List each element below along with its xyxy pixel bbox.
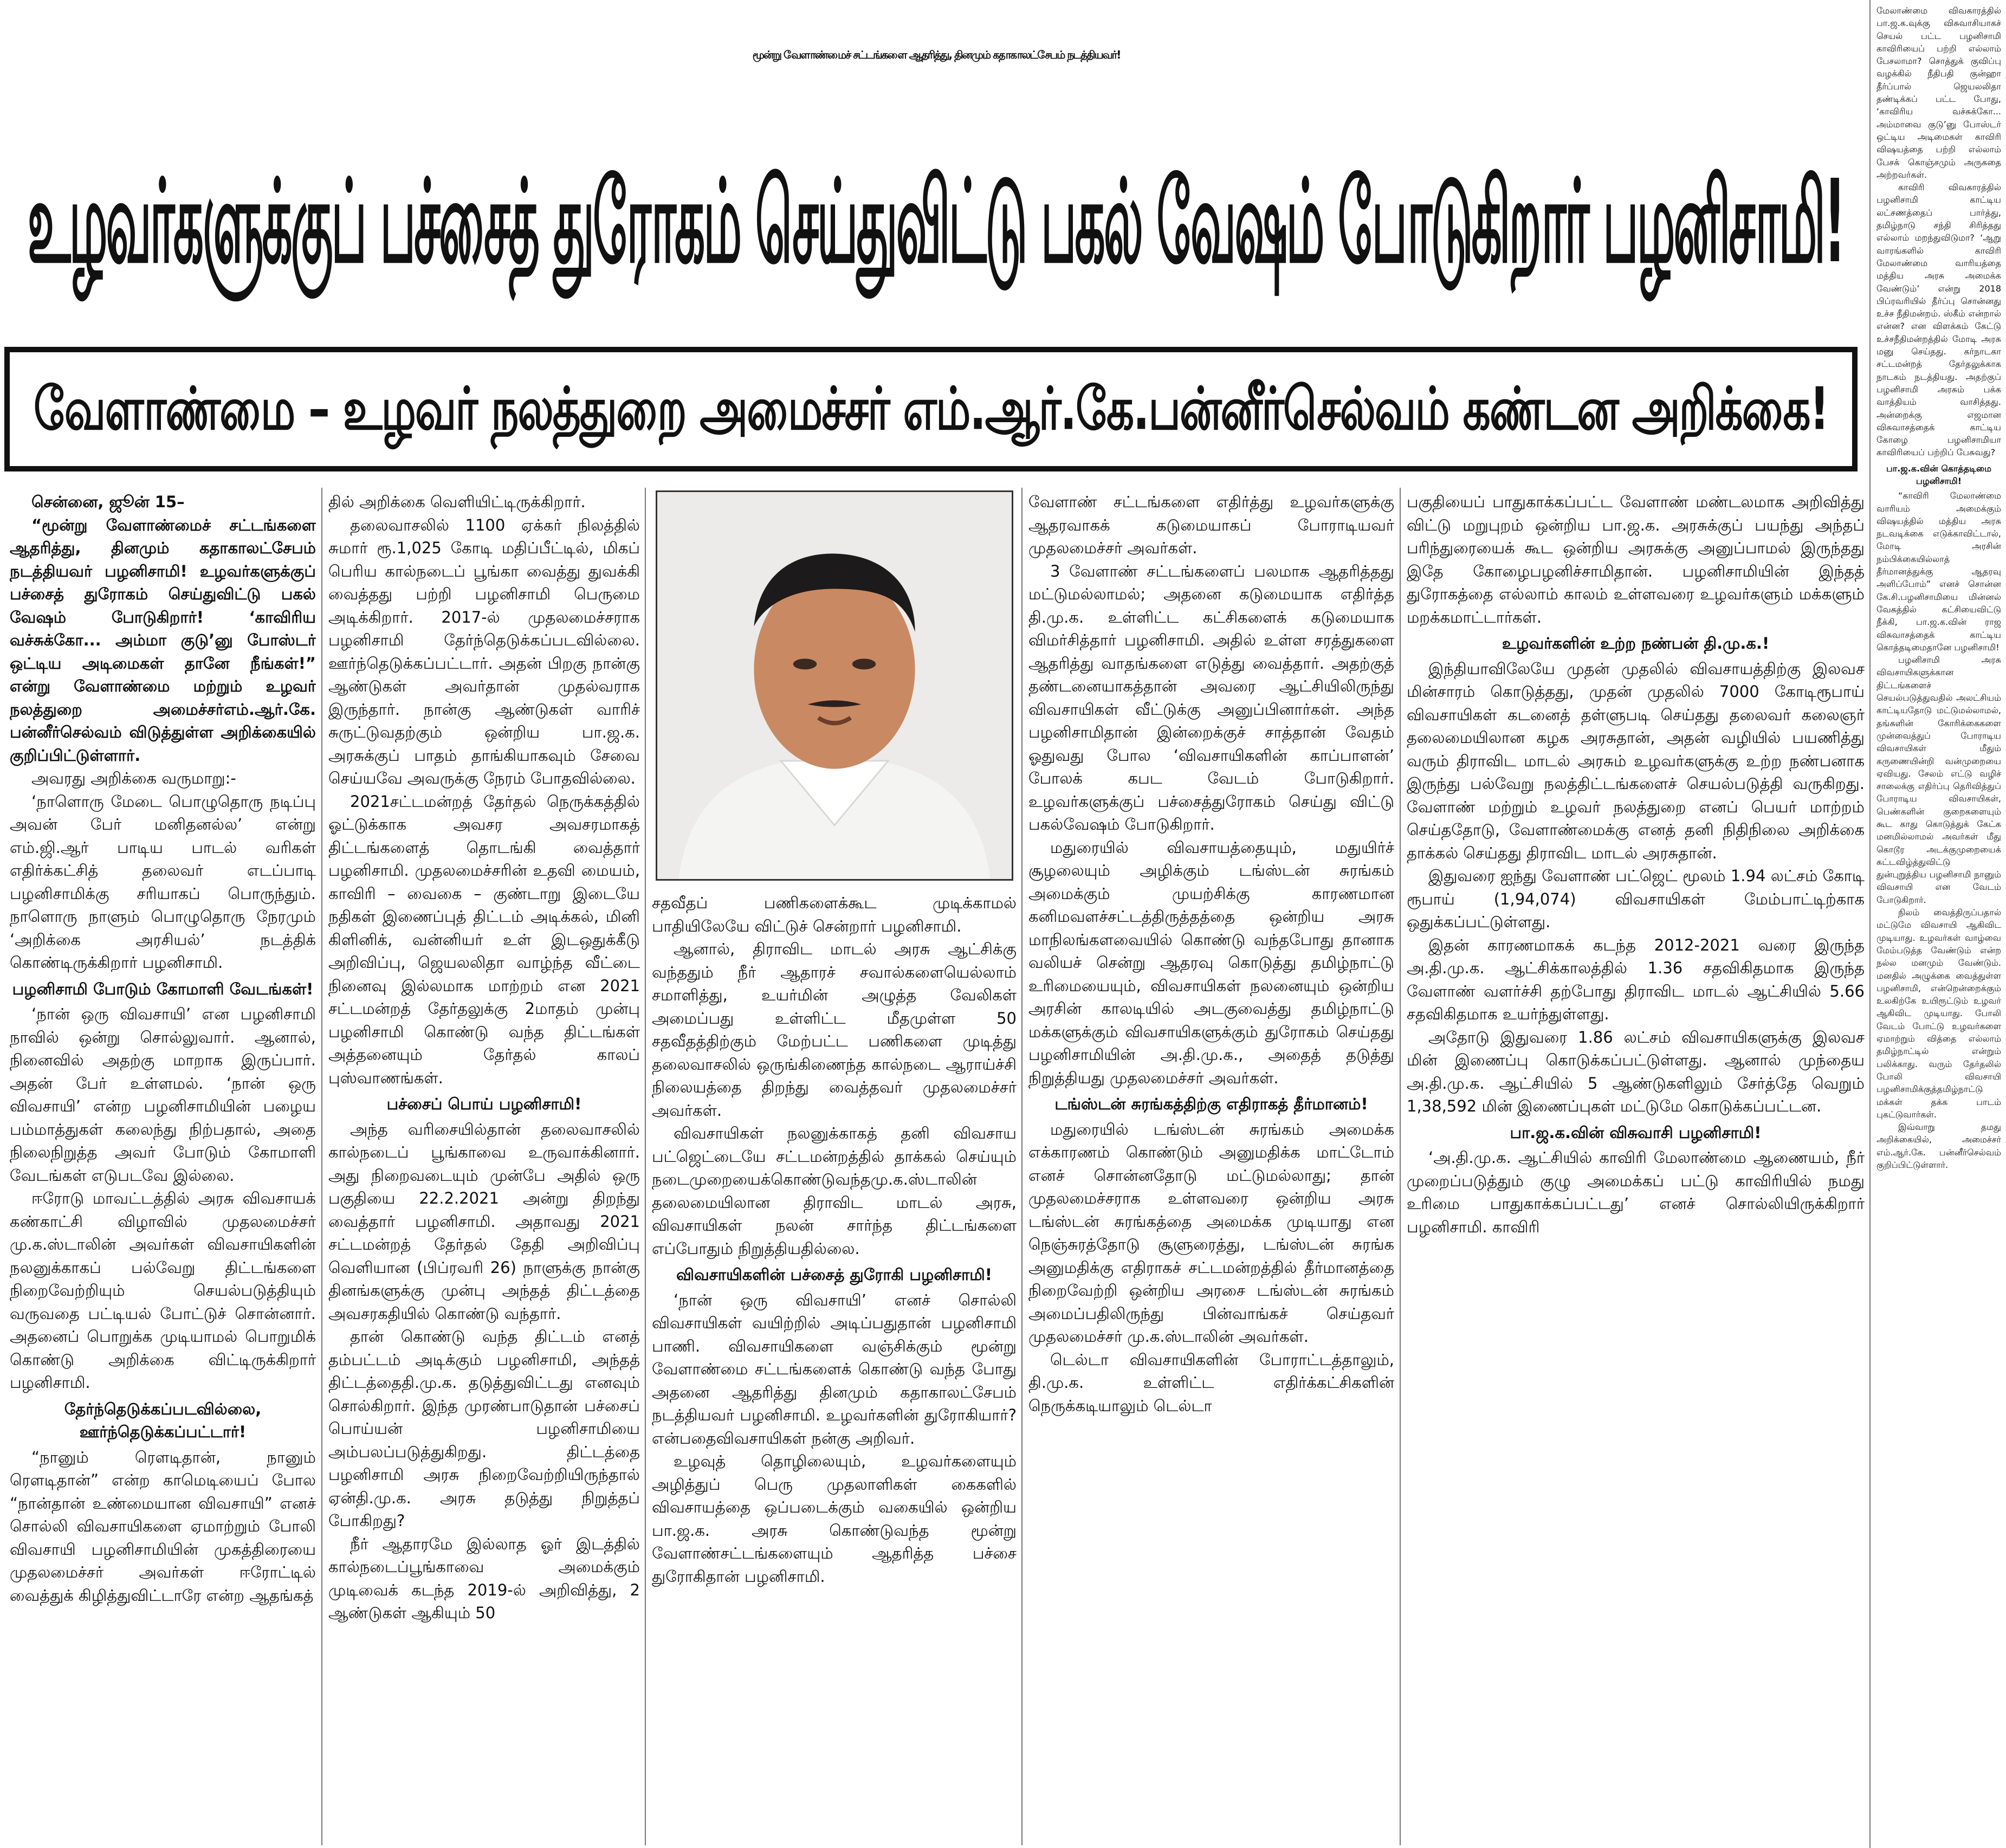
- subheading: விவசாயிகளின் பச்சைத் துரோகி பழனிசாமி!: [676, 1265, 992, 1284]
- article-column-4: [1028, 490, 1394, 1845]
- subheading: பழனிசாமி போடும் கோமாளி வேடங்கள்!: [12, 979, 314, 998]
- paragraph: இதுவரை ஐந்து வேளாண் பட்ஜெட் மூலம் 1.94 லட்சம் கோடி ரூபாய் (1,94,074) விவசாயிகள் மேம்பாட்டிற்காக ஒதுக்கப்பட்டுள்ளது.: [1407, 867, 1865, 931]
- portrait-illustration: [657, 492, 1012, 879]
- paragraph: மேலாண்மை விவகாரத்தில் பா.ஜ.க.வுக்கு விசுவாசியாகச் செயல் பட்ட பழனிசாமி காவிரியைப் பற்றி எல்லாம் பேசலாமா? சொத்துக் குவிப்பு வழக்கில் நீதிபதி குன்ஹா தீர்ப்பால் ஜெயலலிதா தண்டிக்கப் பட்ட போது, ‘காவிரிய வச்சுக்கோ... அம்மாவை குடு’னு போஸ்டர் ஒட்டிய அடிமைகள் காவிரி விஷயத்தை பற்றி எல்லாம் பேசக் கொஞ்சமும் அருகதை அற்றவர்கள்.: [1876, 5, 2001, 180]
- paragraph: 2021சட்டமன்றத் தேர்தல் நெருக்கத்தில் ஓட்டுக்காக அவசர அவசரமாகத் திட்டங்களைத் தொடங்கி வைத்தார் பழனிசாமி. முதலமைச்சரின் உதவி மையம், காவிரி – வைகை – குண்டாறு இடையே நதிகள் இணைப்புத் திட்டம் அடிக்கல், மினி கிளினிக், வன்னியர் உள் இடஒதுக்கீடு அறிவிப்பு, ஜெயலலிதா வாழ்ந்த வீட்டை நினைவு இல்லமாக மாற்றம் என 2021 சட்டமன்றத் தேர்தலுக்கு 2மாதம் முன்பு பழனிசாமி கொண்டு வந்த திட்டங்கள் அத்தனையும் தேர்தல் காலப் புஸ்வாணங்கள்.: [328, 792, 640, 1087]
- paragraph: ‘நான் ஒரு விவசாயி’ எனச் சொல்லி விவசாயிகள் வயிற்றில் அடிப்பதுதான் பழனிசாமி பாணி. விவசாயிகளை வஞ்சிக்கும் மூன்று வேளாண்மை சட்டங்களைக் கொண்டு வந்த போது அதனை ஆதரித்து தினமும் கதாகாலட்சேபம் நடத்தியவர் பழனிசாமி. உழவர்களின் துரோகியார்? என்பதைவிவசாயிகள் நன்கு அறிவர்.: [652, 1290, 1017, 1448]
- headline-main: [7, 114, 1865, 331]
- paragraph: ‘நான் ஒரு விவசாயி’ என பழனிசாமி நாவில் ஒன்று சொல்லுவார். ஆனால், நினைவில் அதற்கு மாறாக இருப்பார். அதன் பேர் உள்ளமல். ‘நான் ஒரு விவசாயி’ என்ற பழனிசாமியின் பழைய பம்மாத்துகள் கலைந்து நிற்பதால், அதை நிலைநிறுத்த அவர் போடும் கோமாளி வேடங்கள் எடுபடவே இல்லை.: [10, 1005, 316, 1185]
- paragraph: ‘அ.தி.மு.க. ஆட்சியில் காவிரி மேலாண்மை ஆணையம், நீர் முறைப்படுத்தும் குழு அமைக்கப் பட்டு காவிரியில் நமது உரிமை பாதுகாக்கப்பட்டது’ எனச் சொல்லியிருக்கிறார் பழனிசாமி. காவிரி: [1407, 1148, 1865, 1236]
- paragraph: ‘நாளொரு மேடை பொழுதொரு நடிப்பு அவன் பேர் மனிதனல்ல’ என்று எம்.ஜி.ஆர் பாடிய பாடல் வரிகள் எதிர்க்கட்சித் தலைவர் எடப்பாடி பழனிசாமிக்கு சரியாகப் பொருந்தும். நாளொரு நாளும் பொழுதொரு நேரமும் ‘அறிக்கை அரசியல்’ நடத்திக் கொண்டிருக்கிறார் பழனிசாமி.: [10, 792, 316, 972]
- dateline: சென்னை, ஜூன் 15–: [31, 493, 185, 511]
- paragraph: அதோடு இதுவரை 1.86 லட்சம் விவசாயிகளுக்கு இலவச மின் இணைப்பு கொடுக்கப்பட்டுள்ளது. ஆனால் முந்தைய அ.தி.மு.க. ஆட்சியில் 5 ஆண்டுகளிலும் சேர்த்தே வெறும் 1,38,592 மின் இணைப்புகள் மட்டுமே கொடுக்கப்பட்டன.: [1407, 1028, 1865, 1115]
- paragraph: இந்தியாவிலேயே முதன் முதலில் விவசாயத்திற்கு இலவச மின்சாரம் கொடுத்தது, முதன் முதலில் 7000 கோடிரூபாய் விவசாயிகள் கடனைத் தள்ளுபடி செய்தது தலைவர் கலைஞர் தலைமையிலான கழக அரசுதான், அதன் வழியில் பயணித்து வரும் திராவிட மாடல் அரசும் உழவர்களுக்கு உற்ற நண்பனாக இருந்து பல்வேறு நலத்திட்டங்களைச் செயல்படுத்தி வருகிறது. வேளாண் மற்றும் உழவர் நலத்துறை எனப் பெயர் மாற்றம் செய்ததோடு, வேளாண்மைக்கு எனத் தனி நிதிநிலை அறிக்கை தாக்கல் செய்தது திராவிட மாடல் அரசுதான்.: [1407, 659, 1865, 862]
- subheading: பா.ஜ.க.வின் விசுவாசி பழனிசாமி!: [1510, 1123, 1762, 1142]
- paragraph: பகுதியைப் பாதுகாக்கப்பட்ட வேளாண் மண்டலமாக அறிவித்து விட்டு மறுபுறம் ஒன்றிய பா.ஜ.க. அரசுக்குப் பயந்து அந்தப் பரிந்துரையைக் கூட ஒன்றிய அரசுக்கு அனுப்பாமல் இருந்தது இதே கோழைபழனிச்சாமிதான். பழனிசாமியின் இந்தத் துரோகத்தை எல்லாம் காலம் உள்ளவரை உழவர்களும் மக்களும் மறக்கமாட்டார்கள்.: [1407, 493, 1865, 626]
- column-rule: [645, 488, 646, 1845]
- paragraph: காவிரி விவகாரத்தில் பழனிசாமி காட்டிய லட்சணத்தைப் பார்த்து, தமிழ்நாடு சந்தி சிரித்தது எல்லாம் மறந்துவிடுமா? ‘ஆறு வாரங்களில் காவிரி மேலாண்மை வாரியத்தை மத்திய அரசு அமைக்க வேண்டும்’ என்று 2018 பிப்ரவரியில் தீர்ப்பு சொன்னது உச்ச நீதிமன்றம். ஸ்கீம் என்றால் என்ன? என விளக்கம் கேட்டு உச்சநீதிமன்றத்தில் மோடி அரசு மனு செய்தது. கர்நாடகா சட்டமன்றத் தேர்தலுக்காக நாடகம் நடத்தியது. அதற்குப் பழனிசாமி அரசும் பக்க வாத்தியம் வாசித்தது. அன்றைக்கு எஜமான விசுவாசத்தைக் காட்டிய கோழை பழனிசாமியா காவிரியைப் பற்றிப் பேசுவது?: [1876, 182, 2001, 458]
- paragraph: வேளாண் சட்டங்களை எதிர்த்து உழவர்களுக்கு ஆதரவாகக் கடுமையாகப் போராடியவர் முதலமைச்சர் அவர்கள்.: [1028, 493, 1394, 557]
- article-column-3: [652, 891, 1017, 1845]
- paragraph: நீர் ஆதாரமே இல்லாத ஓர் இடத்தில் கால்நடைப்பூங்காவை அமைக்கும் முடிவைக் கடந்த 2019-ல் அறிவித்து, 2 ஆண்டுகள் ஆகியும் 50: [328, 1534, 640, 1622]
- headline-top: மூன்று வேளாண்மைச் சட்டங்களை ஆதரித்து, தினமும் கதாகாலட்சேபம் நடத்தியவர்!: [752, 48, 1121, 61]
- paragraph: இதன் காரணமாகக் கடந்த 2012-2021 வரை இருந்த அ.தி.மு.க. ஆட்சிக்காலத்தில் 1.36 சதவிகிதமாக இருந்த வேளாண் வளர்ச்சி தற்போது திராவிட மாடல் ஆட்சியில் 5.66 சதவிகிதமாக உயர்ந்துள்ளது.: [1407, 935, 1865, 1023]
- paragraph: நிலம் வைத்திருப்பதால் மட்டுமே விவசாயி ஆகிவிட முடியாது. உழவர்கள் வாழ்வை மேம்படுத்த வேண்டும் என்ற நல்ல மனமும் வேண்டும். மனதில் அழுக்கை வைத்துள்ள பழனிசாமி, என்றென்றைக்கும் உலகிற்கே உயிரூட்டும் உழவர் ஆகிவிட முடியாது. போலி வேடம் போட்டு உழவர்களை ஏமாற்றும் வித்தை எல்லாம் தமிழ்நாட்டில் என்றும் பலிக்காது. வரும் தேர்தலில் போலி விவசாயி பழனிசாமிக்குத்தமிழ்நாட்டு மக்கள் தக்க பாடம் புகட்டுவார்கள்.: [1876, 907, 2001, 1120]
- intro-paragraph: “மூன்று வேளாண்மைச் சட்டங்களை ஆதரித்து, தினமும் கதாகாலட்சேபம் நடத்தியவர் பழனிசாமி! உழவர்களுக்குப் பச்சைத் துரோகம் செய்துவிட்டு பகல் வேஷம் போடுகிறார்! ‘காவிரிய வச்சுக்கோ... அம்மா குடு’னு போஸ்டர் ஒட்டிய அடிமைகள் தானே நீங்கள்!” என்று வேளாண்மை மற்றும் உழவர் நலத்துறை அமைச்சர்எம்.ஆர்.கே. பன்னீர்செல்வம் விடுத்துள்ள அறிக்கையில் குறிப்பிட்டுள்ளார்.: [10, 515, 316, 765]
- paragraph: மதுரையில் விவசாயத்தையும், மதுயிர்ச் சூழலையும் அழிக்கும் டங்ஸ்டன் சுரங்கம் அமைக்கும் முயற்சிக்கு காரணமான கனிமவளச்சட்டத்திருத்தத்தை ஒன்றிய அரசு மாநிலங்களவையில் கொண்டு வந்தபோது தானாக வலியச் சென்று ஆதரவு கொடுத்து தமிழ்நாட்டு உரிமையையும், விவசாயிகள் நலனையும் ஒன்றிய அரசின் காலடியில் அடகுவைத்து தமிழ்நாட்டு மக்களுக்கும் விவசாயிகளுக்கும் துரோகம் செய்தது பழனிசாமியின் அ.தி.மு.க., அதைத் தடுத்து நிறுத்தியது முதலமைச்சர் அவர்கள்.: [1028, 838, 1394, 1087]
- paragraph: அவரது அறிக்கை வருமாறு:-: [31, 769, 236, 787]
- article-column-2: [328, 490, 640, 1845]
- column-rule: [321, 488, 322, 1845]
- subheading: தேர்ந்தெடுக்கப்படவில்லை, ஊர்ந்தெடுக்கப்பட்டார்!: [64, 1399, 262, 1441]
- paragraph: “காவிரி மேலாண்மை வாரியம் அமைக்கும் விஷயத்தில் மத்திய அரசு நடவடிக்கை எடுக்காவிட்டால், மோடி அரசின் நம்பிக்கையில்லாத் தீர்மானத்துக்கு ஆதரவு அளிப்போம்” எனச் சொன்ன கே.சி.பழனிசாமியை மின்னல் வேகத்தில் கட்சியைவிட்டு நீக்கி, பா.ஜ.க.வின் ராஜ விசுவாசத்தைக் காட்டிய கொத்தடிமைதானே பழனிசாமி!: [1876, 490, 2001, 652]
- subheading: பச்சைப் பொய் பழனிசாமி!: [386, 1095, 582, 1113]
- article-column-1: [10, 490, 316, 1845]
- paragraph: சதவீதப் பணிகளைக்கூட முடிக்காமல் பாதியிலேயே விட்டுச் சென்றார் பழனிசாமி.: [652, 894, 1017, 935]
- paragraph: உழவுத் தொழிலையும், உழவர்களையும் அழித்துப் பெரு முதலாளிகள் கைகளில் விவசாயத்தை ஒப்படைக்கும் வகையில் ஒன்றிய பா.ஜ.க. அரசு கொண்டுவந்த மூன்று வேளாண்சட்டங்களையும் ஆதரித்த பச்சை துரோகிதான் பழனிசாமி.: [652, 1452, 1017, 1586]
- subheading: உழவர்களின் உற்ற நண்பன் தி.மு.க.!: [1502, 634, 1770, 652]
- paragraph: மதுரையில் டங்ஸ்டன் சுரங்கம் அமைக்க எக்காரணம் கொண்டும் அனுமதிக்க மாட்டோம் எனச் சொன்னதோடு மட்டுமல்லாது; தான் முதலமைச்சராக உள்ளவரை ஒன்றிய அரசு டங்ஸ்டன் சுரங்கத்தை அமைக்க முடியாது என நெஞ்சுரத்தோடு சூளுரைத்து, டங்ஸ்டன் சுரங்க அனுமதிக்கு எதிராகச் சட்டமன்றத்தில் தீர்மானத்தை நிறைவேற்றி ஒன்றிய அரசை டங்ஸ்டன் சுரங்கம் அமைப்பதிலிருந்து பின்வாங்கச் செய்தவர் முதலமைச்சர் மு.க.ஸ்டாலின் அவர்கள்.: [1028, 1120, 1394, 1346]
- paragraph: 3 வேளாண் சட்டங்களைப் பலமாக ஆதரித்தது மட்டுமல்லாமல்; அதனை கடுமையாக எதிர்த்த தி.மு.க. உள்ளிட்ட கட்சிகளைக் கடுமையாக விமர்சித்தார் பழனிசாமி. அதில் உள்ள சரத்துகளை ஆதரித்து வாதங்களை எடுத்து வைத்தார். அதற்குத் தண்டனையாகத்தான் அவரை ஆட்சியிலிருந்து விவசாயிகள் வீட்டுக்கு அனுப்பினார்கள். அந்த பழனிசாமிதான் இன்றைக்குச் சாத்தான் வேதம் ஓதுவது போல ‘விவசாயிகளின் காப்பாளன்’ போலக் கபட வேடம் போடுகிறார். உழவர்களுக்குப் பச்சைத்துரோகம் செய்து விட்டு பகல்வேஷம் போடுகிறார்.: [1028, 561, 1394, 833]
- paragraph: அந்த வரிசையில்தான் தலைவாசலில் கால்நடைப் பூங்காவை உருவாக்கினார். அது நிறைவடையும் முன்பே அதில் ஒரு பகுதியை 22.2.2021 அன்று திறந்து வைத்தார் பழனிசாமி. அதாவது 2021 சட்டமன்றத் தேர்தல் தேதி அறிவிப்பு வெளியான (பிப்ரவரி 26) நாளுக்கு நான்கு தினங்களுக்கு முன்பு அந்தத் திட்டத்தை அவசரகதியில் கொண்டு வந்தார்.: [328, 1120, 640, 1323]
- article-column-6: [1876, 4, 2001, 1844]
- column-rule: [1400, 488, 1401, 1845]
- headline-box-text: வேளாண்மை – உழவர் நலத்துறை அமைச்சர் எம்.ஆர்.கே.பன்னீர்செல்வம் கண்டன அறிக்கை!: [33, 374, 1829, 443]
- paragraph: தான் கொண்டு வந்த திட்டம் எனத் தம்பட்டம் அடிக்கும் பழனிசாமி, அந்தத் திட்டத்தைதி.மு.க. தடுத்துவிட்டது எனவும் சொல்கிறார். இந்த முரண்பாடுதான் பச்சைப் பொய்யன் பழனிசாமியை அம்பலப்படுத்துகிறது. திட்டத்தை பழனிசாமி அரசு நிறைவேற்றியிருந்தால் ஏன்தி.மு.க. அரசு தடுத்து நிறுத்தப் போகிறது?: [328, 1327, 640, 1530]
- paragraph: ஈரோடு மாவட்டத்தில் அரசு விவசாயக் கண்காட்சி விழாவில் முதலமைச்சர் மு.க.ஸ்டாலின் அவர்கள் விவசாயிகளின் நலனுக்காகப் பல்வேறு திட்டங்களை நிறைவேற்றியும் செயல்படுத்தியும் வருவதை பட்டியல் போட்டுச் சொன்னார். அதனைப் பொறுக்க முடியாமல் பொறுமிக் கொண்டு அறிக்கை விட்டிருக்கிறார் பழனிசாமி.: [10, 1189, 316, 1392]
- article-column-5: [1407, 490, 1865, 1845]
- paragraph: பழனிசாமி அரசு விவசாயிகளுக்கான திட்டங்களைச் செயல்படுத்துவதில் அலட்சியம் காட்டியதோடு மட்டுமல்லாமல், தங்களின் கோரிக்கைகளை முன்வைத்துப் போராடிய விவசாயிகள் மீதும் கருணையின்றி வன்முறையை ஏவியது. சேலம் எட்டு வழிச் சாலைக்கு எதிர்ப்பு தெரிவித்துப் போராடிய விவசாயிகள், பெண்களின் குறைகளையும் கூட காது கொடுத்துக் கேட்க மனமில்லாமல் அவர்கள் மீது கொடூர அடக்குமுறையைக் கட்டவிழ்த்துவிட்டு துன்புறுத்திய பழனிசாமி நானும் விவசாயி என வேடம் போடுகிறார்.: [1876, 655, 2001, 905]
- paragraph: “நானும் ரௌடிதான், நானும் ரௌடிதான்” என்ற காமெடியைப் போல “நான்தான் உண்மையான விவசாயி” எனச் சொல்லி விவசாயிகளை ஏமாற்றும் போலி விவசாயி பழனிசாமியின் முகத்திரையை முதலமைச்சர் அவர்கள் ஈரோட்டில் வைத்துக் கிழித்துவிட்டாரே என்ற ஆதங்கத்: [10, 1448, 316, 1605]
- column-rule-right: [1869, 0, 1871, 1848]
- headline-box: [4, 347, 1858, 471]
- subheading: பா.ஜ.க.வின் கொத்தடிமை பழனிசாமி!: [1886, 463, 1991, 486]
- subheading: டங்ஸ்டன் சுரங்கத்திற்கு எதிராகத் தீர்மானம்!: [1054, 1095, 1368, 1113]
- column-rule: [1021, 488, 1023, 1845]
- paragraph: இவ்வாறு தமது அறிக்கையில், அமைச்சர் எம்.ஆர்.கே. பன்னீர்செல்வம் குறிப்பிட்டுள்ளார்.: [1876, 1122, 2001, 1171]
- minister-photo: [656, 490, 1013, 881]
- paragraph: தலைவாசலில் 1100 ஏக்கர் நிலத்தில் சுமார் ரூ.1,025 கோடி மதிப்பீட்டில், மிகப் பெரிய கால்நடைப் பூங்கா வைத்து துவக்கி வைத்தது பற்றி பழனிசாமி பெருமை அடிக்கிறார். 2017-ல் முதலமைச்சராக பழனிசாமி தேர்ந்தெடுக்கப்படவில்லை. ஊர்ந்தெடுக்கப்பட்டார். அதன் பிறகு நான்கு ஆண்டுகள் அவர்தான் முதல்வராக இருந்தார். நான்கு ஆண்டுகள் வாரிச் சுருட்டுவதற்கும் ஒன்றிய பா.ஜ.க. அரசுக்குப் பாதம் தாங்கியாகவும் சேவை செய்யவே அவருக்கு நேரம் போதவில்லை.: [328, 515, 640, 787]
- headline-main-text: உழவர்களுக்குப் பச்சைத் துரோகம் செய்துவிட்டு பகல் வேஷம் போடுகிறார் பழனிசாமி!: [27, 154, 1845, 289]
- paragraph: ஆனால், திராவிட மாடல் அரசு ஆட்சிக்கு வந்ததும் நீர் ஆதாரச் சவால்களையெல்லாம் சமாளித்து, உயர்மின் அழுத்த வேலிகள் அமைப்பது உள்ளிட்ட மீதமுள்ள 50 சதவீதத்திற்கும் மேற்பட்ட பணிகளை முடித்து தலைவாசலில் ஒருங்கிணைந்த கால்நடை ஆராய்ச்சி நிலையத்தை திறந்து வைத்தவர் முதலமைச்சர் அவர்கள்.: [652, 940, 1017, 1120]
- paragraph: விவசாயிகள் நலனுக்காகத் தனி விவசாய பட்ஜெட்டையே சட்டமன்றத்தில் தாக்கல் செய்யும் நடைமுறையைக்கொண்டுவந்தமு.க.ஸ்டாலின் தலைமையிலான திராவிட மாடல் அரசு, விவசாயிகள் நலன் சார்ந்த திட்டங்களை எப்போதும் நிறுத்தியதில்லை.: [652, 1124, 1017, 1258]
- headline-box-title: [10, 352, 1852, 466]
- paragraph: தில் அறிக்கை வெளியிட்டிருக்கிறார்.: [328, 493, 586, 511]
- paragraph: டெல்டா விவசாயிகளின் போராட்டத்தாலும், தி.மு.க. உள்ளிட்ட எதிர்க்கட்சிகளின் நெருக்கடியாலும் டெல்டா: [1028, 1350, 1394, 1415]
